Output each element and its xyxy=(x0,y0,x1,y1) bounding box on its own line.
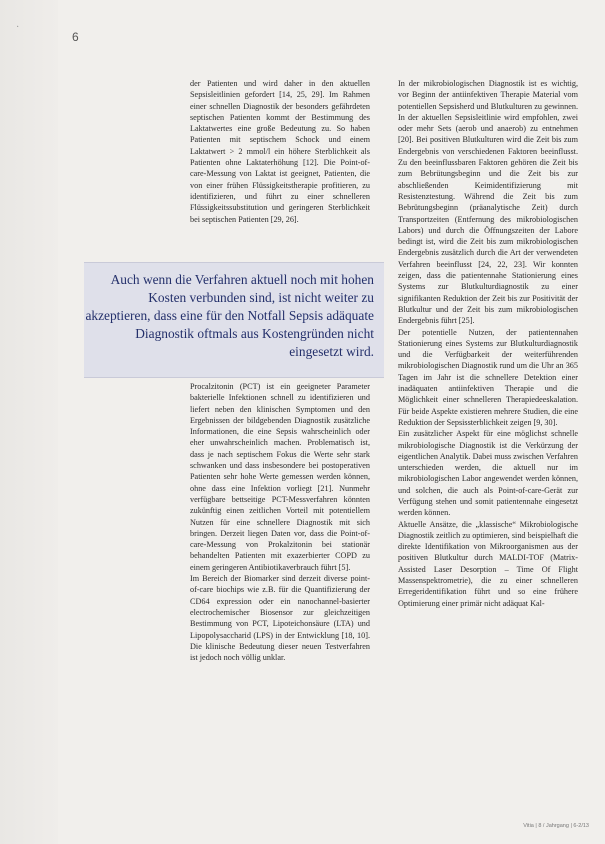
paragraph: Procalzitonin (PCT) ist ein geeigneter Parameter bakterielle Infektionen schnell zu identifizieren und liefert neben den klinischen Symptomen und den Ergebnissen der bildgebenden Diagnostik zusätzliche Informationen, die eine Sepsis wahrscheinlich oder eher unwahrscheinlich machen. Problematisch ist, dass je nach septischem Fokus die Werte sehr stark schwanken und dass insbesondere bei postoperativen Patienten sehr hohe Werte gemessen werden können, ohne dass eine Infektion vorliegt [21]. Nunmehr verfügbare bettseitige PCT-Messverfahren könnten zukünftig einen zeitlichen Vorteil mit potentiellem Nutzen für eine schnellere Diagnostik mit sich bringen. Derzeit liegen Daten vor, dass die Point-of-care-Messung von Prokalzitonin bei stationär behandelten Patienten mit exazerbierter COPD zu einem geringeren Antibiotikaverbrauch führt [5]. xyxy=(190,382,370,572)
paragraph: der Patienten und wird daher in den aktuellen Sepsisleitlinien gefordert [14, 25, 29]. Im Rahmen einer schnellen Diagnostik der besonders gefährdeten septischen Patienten kommt der Bestimmung des Laktatwertes eine große Bedeutung zu. So haben Patienten mit septischem Schock und einem Laktatwert > 2 mmol/l ein höhere Sterblichkeit als Patienten ohne Laktaterhöhung [12]. Die Point-of-care-Messung von Laktat ist geeignet, Patienten, die von einer frühen Flüssigkeitstherapie profitieren, zu identifizieren, und führt zu einer schnelleren Flüssigkeitssubstitution und geringeren Sterblichkeit bei septischen Patienten [29, 26]. xyxy=(190,79,370,224)
pull-quote xyxy=(84,262,384,378)
page-number: 6 xyxy=(72,30,79,44)
paragraph: Aktuelle Ansätze, die „klassische“ Mikrobiologische Diagnostik zeitlich zu optimieren, sind beispielhaft die direkte Identifikation von Mikroorganismen aus der positiven Blutkultur durch MALDI-TOF (Matrix-Assisted Laser Desorption – Time Of Flight Massenspektrometrie), die zu einer schnelleren Erregeridentifikation führt und so eine frühere Optimierung einer primär nicht adäquat Kal- xyxy=(398,519,578,608)
pull-quote-text: Auch wenn die Verfahren aktuell noch mit hohen Kosten verbunden sind, ist nicht weiter zu akzeptieren, dass eine für den Notfall Sepsis adäquate Diagnostik oftmals aus Kostengründen nicht eingesetzt wird. xyxy=(85,272,374,359)
paragraph: Der potentielle Nutzen, der patientennahen Stationierung eines Systems zur Blutkulturdiagnostik und die Verfügbarkeit der weiterführenden mikrobiologischen Diagnostik rund um die Uhr an 365 Tagen im Jahr ist die schnellere Detektion einer inadäquaten antiinfektiven Therapie und die Möglichkeit einer schnelleren Therapiedeeskalation. Für beide Aspekte existieren mehrere Studien, die eine Reduktion der Sepsissterblichkeit zeigen [9, 30]. xyxy=(398,327,578,427)
paragraph: In der mikrobiologischen Diagnostik ist es wichtig, vor Beginn der antiinfektiven Therapie Material vom potentiellen Sepsisherd und Blutkulturen zu gewinnen. In der aktuellen Sepsisleitlinie wird empfohlen, zwei oder mehr Sets (aerob und anaerob) zu entnehmen [20]. Bei positiven Blutkulturen wird die Zeit bis zum Endergebnis von verschiedenen Faktoren beeinflusst. Zu den beeinflussbaren Faktoren gehören die Zeit bis zum Bebrütungsbeginn und die Zeit bis zur abschließenden Keimidentifizierung mit Resistenztestung. Während die Zeit bis zum Bebrütungsbeginn (präanalytische Zeit) durch Transportzeiten (Entfernung des mikrobiologischen Labors) und durch die Öffnungszeiten der Labore bedingt ist, wird die Zeit bis zum mikrobiologischen Endergebnis zusätzlich durch die Art der verwendeten Verfahren beeinflusst [24, 22, 23]. Wir konnten zeigen, dass die patientennahe Stationierung eines Systems zur Blutkulturdiagnostik zu einer signifikanten Reduktion der Zeit bis zur Positivität der Blutkultur und der Zeit bis zum mikrobiologischen Endergebnis führt [25]. xyxy=(398,79,578,326)
left-column-bottom xyxy=(190,381,370,663)
right-column xyxy=(398,78,578,609)
corner-mark: · xyxy=(16,22,20,33)
page-footer: Vitia | 8 / Jahrgang | 6-2/13 xyxy=(523,823,589,829)
page-margin-strip xyxy=(0,0,58,844)
paragraph: Ein zusätzlicher Aspekt für eine möglichst schnelle mikrobiologische Diagnostik ist die Verkürzung der eigentlichen Analytik. Dabei muss zwischen Verfahren unterschieden werden, die aktuell nur im mikrobiologischen Labor angewendet werden können, und solchen, die auch als Point-of-care-Gerät zur Verfügung stehen und somit patientennahe eingesetzt werden können. xyxy=(398,429,578,518)
paragraph: Im Bereich der Biomarker sind derzeit diverse point-of-care biochips wie z.B. für die Quantifizierung der CD64 expression oder ein nanochannel-basierter electrochemischer Biosensor zur gleichzeitigen Bestimmung von PCT, Lipoteichonsäure (LTA) und Lipopolysaccharid (LPS) in der Entwicklung [18, 10]. Die klinische Bedeutung dieser neuen Testverfahren ist jedoch noch völlig unklar. xyxy=(190,574,370,663)
left-column-top xyxy=(190,78,370,225)
